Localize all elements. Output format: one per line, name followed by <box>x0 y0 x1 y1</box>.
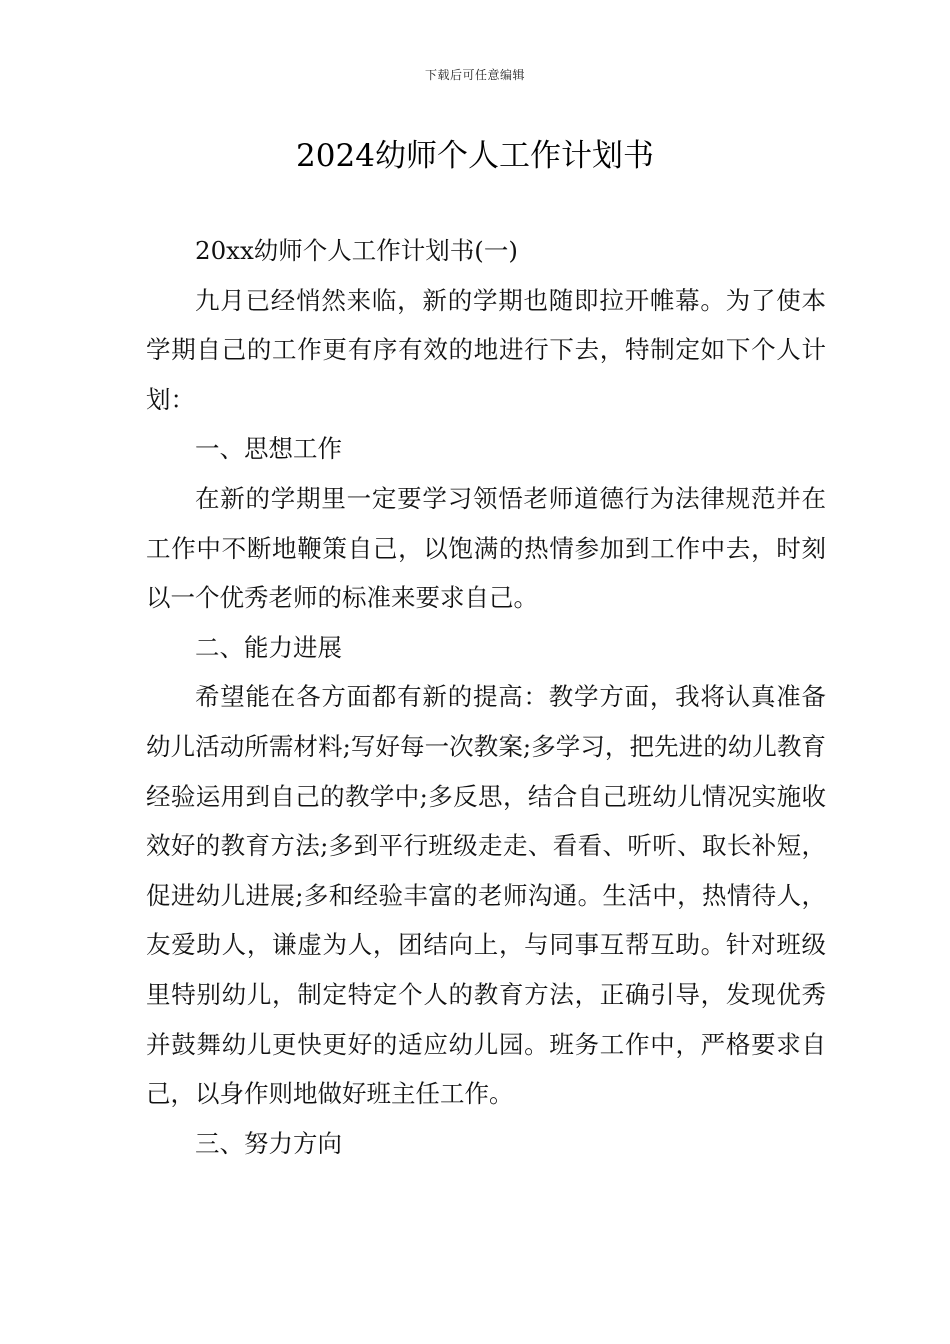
section-heading-ability: 二、能力进展 <box>195 632 342 662</box>
section-heading-thought-work: 一、思想工作 <box>195 434 342 464</box>
header-note: 下载后可任意编辑 <box>424 68 525 82</box>
document-body <box>146 226 826 1168</box>
intro-paragraph: 九月已经悄然来临，新的学期也随即拉开帷幕。为了使本学期自己的工作更有序有效的地进行下去，特制定如下个人计划： <box>146 285 826 414</box>
section-heading-direction: 三、努力方向 <box>195 1128 342 1158</box>
subtitle-paragraph: 20xx幼师个人工作计划书(一) <box>195 236 518 265</box>
ability-paragraph: 希望能在各方面都有新的提高：教学方面，我将认真准备幼儿活动所需材料;写好每一次教案;多学习，把先进的幼儿教育经验运用到自己的教学中;多反思，结合自己班幼儿情况实施收效好的教育方法;多到平行班级走走、看看、听听、取长补短，促进幼儿进展;多和经验丰富的老师沟通。生活中，热情待人，友爱助人，谦虚为人，团结向上，与同事互帮互助。针对班级里特别幼儿，制定特定个人的教育方法，正确引导，发现优秀并鼓舞幼儿更快更好的适应幼儿园。班务工作中，严格要求自己，以身作则地做好班主任工作。 <box>146 682 826 1109</box>
document-title: 2024幼师个人工作计划书 <box>296 138 654 174</box>
thought-work-paragraph: 在新的学期里一定要学习领悟老师道德行为法律规范并在工作中不断地鞭策自己，以饱满的热情参加到工作中去，时刻以一个优秀老师的标准来要求自己。 <box>146 483 826 613</box>
